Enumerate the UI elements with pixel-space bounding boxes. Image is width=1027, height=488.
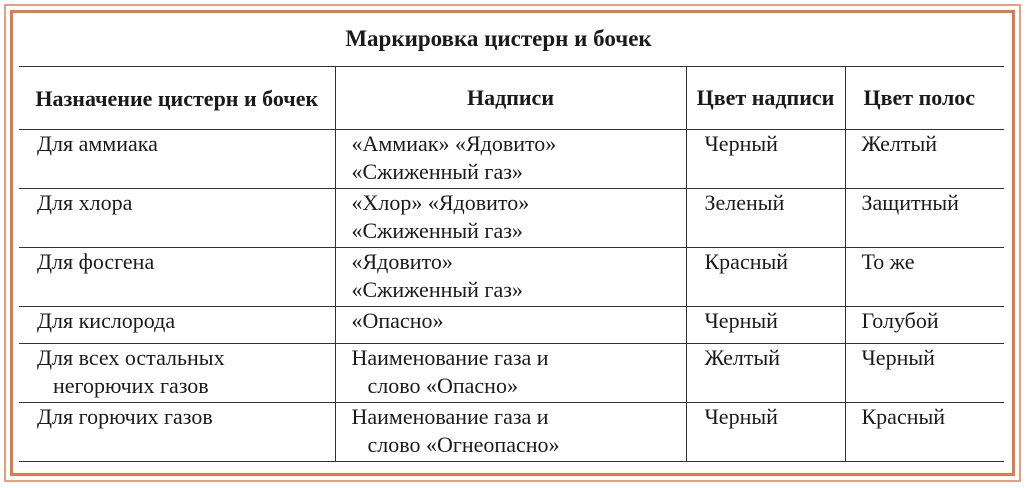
cell-line: Для фосгена <box>37 249 155 274</box>
cell-line: «Сжиженный газ» <box>351 218 523 243</box>
cell-stripe-color: Черный <box>845 344 1004 403</box>
cell-text-color: Красный <box>686 248 845 307</box>
cell-stripe-color: Желтый <box>845 130 1004 189</box>
cell-labels <box>335 344 686 403</box>
table-row <box>19 248 1004 307</box>
cell-stripe-color: То же <box>845 248 1004 307</box>
cell-text-color: Черный <box>686 403 845 462</box>
cell-stripe-color: Голубой <box>845 307 1004 344</box>
cell-line: Для кислорода <box>37 308 176 333</box>
cell-line: слово «Опасно» <box>367 373 518 398</box>
cell-line: Для горючих газов <box>37 404 213 429</box>
header-labels: Надписи <box>335 67 686 130</box>
table-row <box>19 403 1004 462</box>
page-title: Маркировка цистерн и бочек <box>345 26 652 51</box>
cell-line: «Хлор» «Ядовито» <box>351 190 530 215</box>
cell-text-color: Зеленый <box>686 189 845 248</box>
marking-table <box>19 66 1004 462</box>
cell-line: Для хлора <box>37 190 133 215</box>
cell-line: «Опасно» <box>351 308 444 333</box>
cell-labels <box>335 248 686 307</box>
cell-purpose <box>19 248 335 307</box>
cell-line: Наименование газа и <box>351 345 549 370</box>
cell-stripe-color: Красный <box>845 403 1004 462</box>
cell-purpose <box>19 189 335 248</box>
table-header-row <box>19 67 1004 130</box>
cell-line: слово «Огнеопасно» <box>367 432 560 457</box>
cell-labels <box>335 403 686 462</box>
cell-labels <box>335 307 686 344</box>
cell-line: «Сжиженный газ» <box>351 277 523 302</box>
cell-line: «Аммиак» «Ядовито» <box>351 131 557 156</box>
cell-line: Для аммиака <box>37 131 158 156</box>
cell-line: «Ядовито» <box>351 249 453 274</box>
cell-text-color: Желтый <box>686 344 845 403</box>
table-row <box>19 130 1004 189</box>
header-stripe-color: Цвет полос <box>845 67 1004 130</box>
header-purpose: Назначение цистерн и бочек <box>19 67 335 130</box>
cell-purpose <box>19 403 335 462</box>
cell-line: негорючих газов <box>53 373 209 398</box>
table-row <box>19 344 1004 403</box>
cell-purpose <box>19 307 335 344</box>
cell-labels <box>335 189 686 248</box>
cell-purpose <box>19 344 335 403</box>
cell-line: «Сжиженный газ» <box>351 159 523 184</box>
table-row <box>19 307 1004 344</box>
header-text-color: Цвет надписи <box>686 67 845 130</box>
cell-text-color: Черный <box>686 130 845 189</box>
cell-line: Для всех остальных <box>37 345 225 370</box>
cell-stripe-color: Защитный <box>845 189 1004 248</box>
cell-line: Наименование газа и <box>351 404 549 429</box>
table-row <box>19 189 1004 248</box>
cell-text-color: Черный <box>686 307 845 344</box>
cell-labels <box>335 130 686 189</box>
cell-purpose <box>19 130 335 189</box>
